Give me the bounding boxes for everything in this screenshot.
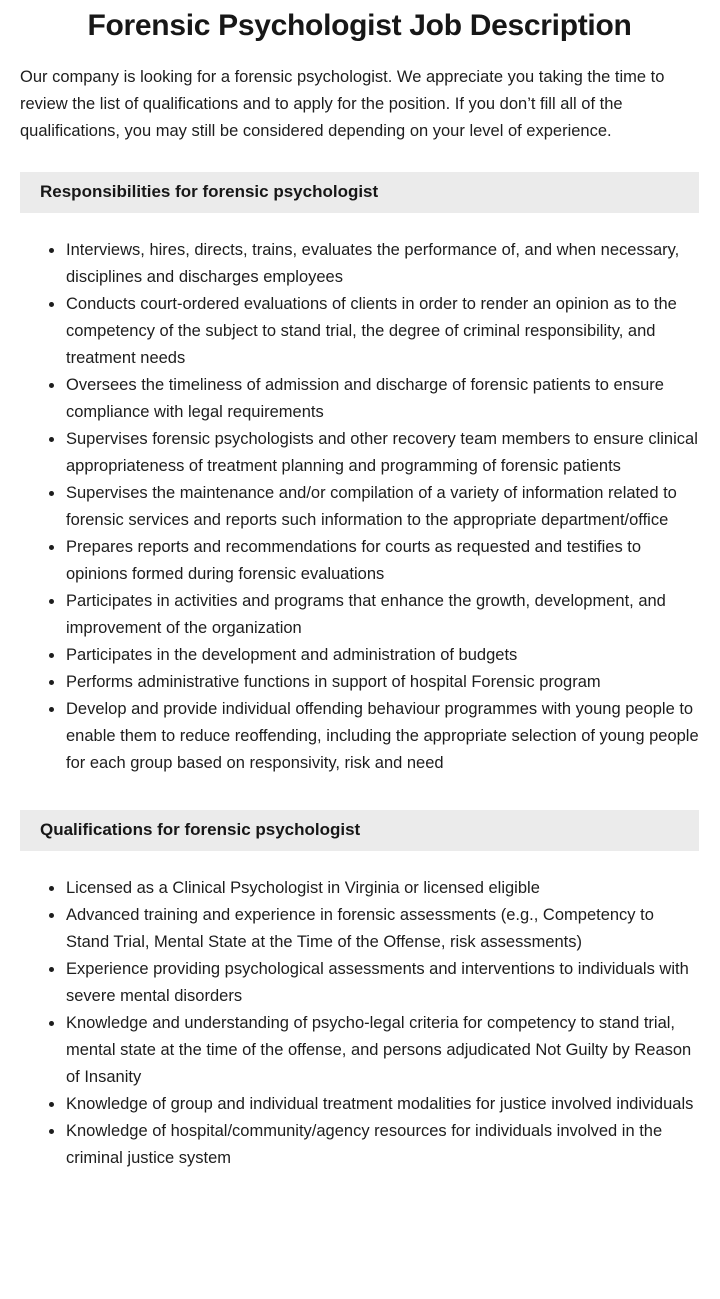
qualifications-list (20, 875, 699, 1172)
list-item: Performs administrative functions in support of hospital Forensic program (66, 669, 699, 696)
list-item: Knowledge and understanding of psycho-legal criteria for competency to stand trial, mental state at the time of the offense, and persons adjudicated Not Guilty by Reason of Insanity (66, 1010, 699, 1091)
responsibilities-heading-label: Responsibilities for forensic psychologist (40, 182, 379, 201)
list-item: Conducts court-ordered evaluations of clients in order to render an opinion as to the competency of the subject to stand trial, the degree of criminal responsibility, and treatment needs (66, 291, 699, 372)
list-item: Knowledge of hospital/community/agency resources for individuals involved in the criminal justice system (66, 1118, 699, 1172)
list-item: Knowledge of group and individual treatment modalities for justice involved individuals (66, 1091, 699, 1118)
qualifications-heading-label: Qualifications for forensic psychologist (40, 820, 361, 839)
responsibilities-list (20, 237, 699, 777)
page-title: Forensic Psychologist Job Description (87, 9, 632, 42)
responsibilities-section-heading (20, 172, 699, 213)
list-item: Participates in the development and administration of budgets (66, 642, 699, 669)
list-item: Experience providing psychological assessments and interventions to individuals with severe mental disorders (66, 956, 699, 1010)
qualifications-section-heading (20, 810, 699, 851)
list-item: Supervises the maintenance and/or compilation of a variety of information related to forensic services and reports such information to the appropriate department/office (66, 480, 699, 534)
list-item: Prepares reports and recommendations for courts as requested and testifies to opinions formed during forensic evaluations (66, 534, 699, 588)
list-item: Interviews, hires, directs, trains, evaluates the performance of, and when necessary, disciplines and discharges employees (66, 237, 699, 291)
list-item: Licensed as a Clinical Psychologist in Virginia or licensed eligible (66, 875, 699, 902)
list-item: Supervises forensic psychologists and other recovery team members to ensure clinical appropriateness of treatment planning and programming of forensic patients (66, 426, 699, 480)
list-item: Oversees the timeliness of admission and discharge of forensic patients to ensure compliance with legal requirements (66, 372, 699, 426)
intro-paragraph: Our company is looking for a forensic psychologist. We appreciate you taking the time to review the list of qualifications and to apply for the position. If you don’t fill all of the qualifications, you may still be considered depending on your level of experience. (20, 68, 665, 140)
list-item: Advanced training and experience in forensic assessments (e.g., Competency to Stand Trial, Mental State at the Time of the Offense, risk assessments) (66, 902, 699, 956)
list-item: Participates in activities and programs that enhance the growth, development, and improvement of the organization (66, 588, 699, 642)
list-item: Develop and provide individual offending behaviour programmes with young people to enable them to reduce reoffending, including the appropriate selection of young people for each group based on responsivity, risk and need (66, 696, 699, 777)
